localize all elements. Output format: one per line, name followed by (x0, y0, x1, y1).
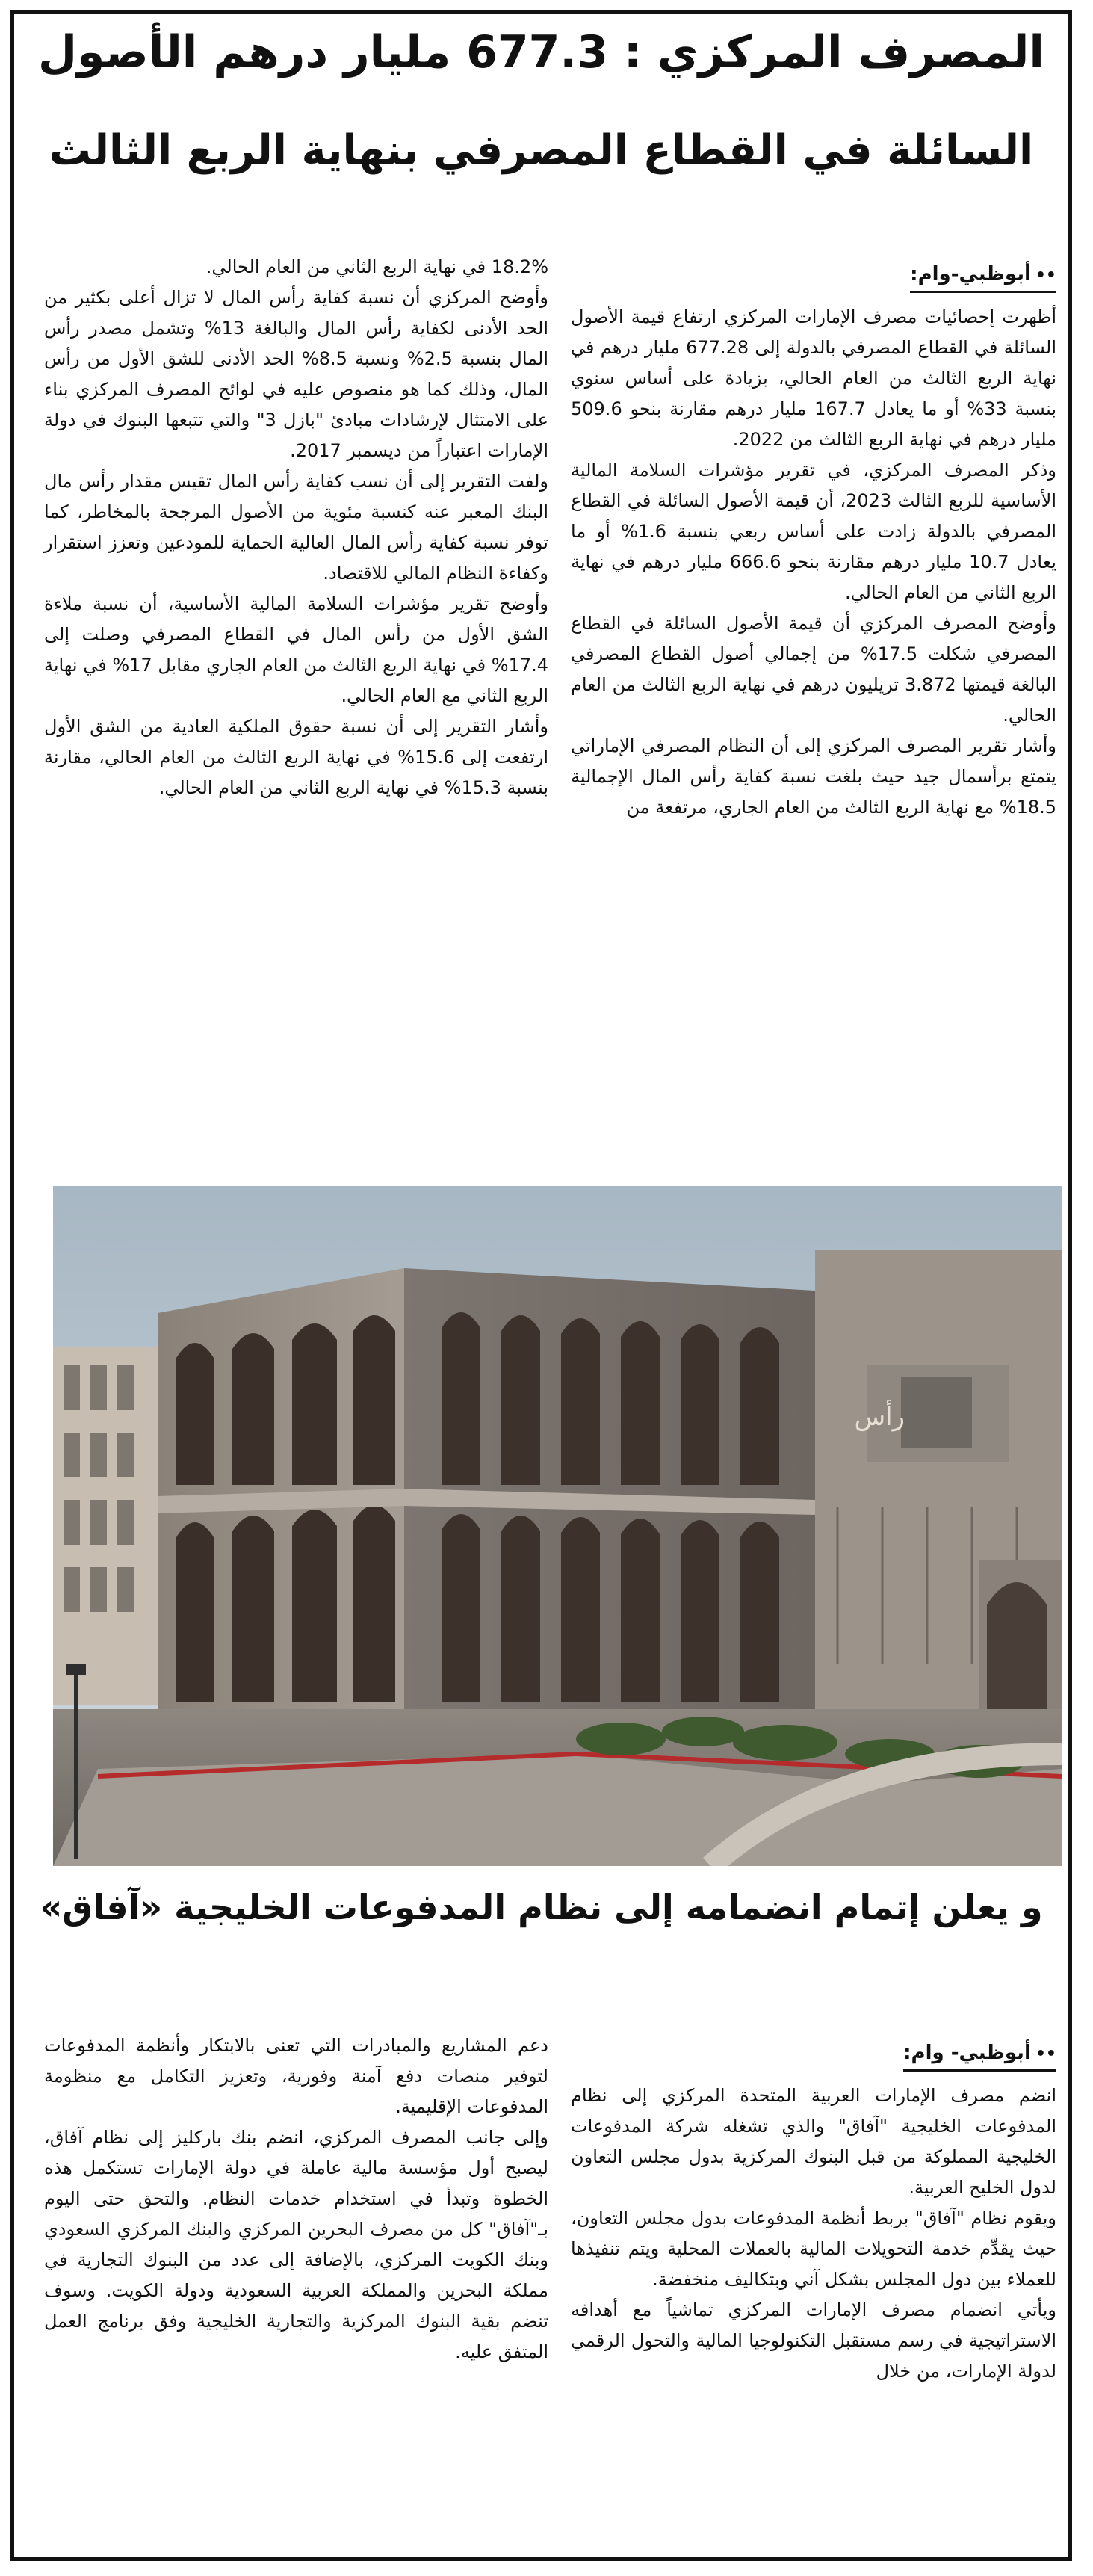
article1-headline-line2: السائلة في القطاع المصرفي بنهاية الربع الثالث (49, 126, 1034, 175)
article1-paragraph: وأشار تقرير المصرف المركزي إلى أن النظام المصرفي الإماراتي يتمتع برأسمال جيد حيث بلغت نسبة كفاية رأس المال الإجمالية 18.5% مع نهاية الربع الثالث من العام الجاري، مرتفعة من (571, 735, 1056, 818)
article1-paragraph: أظهرت إحصائيات مصرف الإمارات المركزي ارتفاع قيمة الأصول السائلة في القطاع المصرفي بالدولة إلى 677.28 مليار درهم في نهاية الربع الثالث من العام الحالي، بزيادة على أساس سنوي بنسبة 33% أو ما يعادل 167.7 مليار درهم مقارنة بنحو 509.6 مليار درهم في نهاية الربع الثالث من 2022. (571, 306, 1056, 450)
article2-column-left (44, 2030, 548, 2546)
article2-paragraph: ويأتي انضمام مصرف الإمارات المركزي تماشياً مع أهدافه الاستراتيجية في رسم مستقبل التكنولوجيا المالية والتحول الرقمي لدولة الإمارات، من خلال (571, 2299, 1056, 2382)
article1-paragraph: وأوضح المصرف المركزي أن قيمة الأصول السائلة في القطاع المصرفي شكلت 17.5% من إجمالي أصول القطاع المصرفي البالغة قيمتها 3.872 تريليون درهم في نهاية الربع الثالث من العام الحالي. (571, 613, 1056, 726)
central-bank-building-photo (53, 1186, 1062, 1866)
article1-paragraph: 18.2% في نهاية الربع الثاني من العام الحالي. (205, 256, 548, 277)
article2-column-right (571, 2038, 1056, 2546)
article2-paragraph: انضم مصرف الإمارات العربية المتحدة المركزي إلى نظام المدفوعات الخليجية "آفاق" والذي تشغله شركة المدفوعات الخليجية المملوكة من قبل البنوك المركزية بدول مجلس التعاون لدول الخليج العربية. (571, 2085, 1056, 2198)
article1-paragraph: وأوضح المركزي أن نسبة كفاية رأس المال لا تزال أعلى بكثير من الحد الأدنى لكفاية رأس المال والبالغة 13% وتشمل مصدر رأس المال بنسبة 2.5% ونسبة 8.5% الحد الأدنى للشق الأول من رأس المال، وذلك كما هو منصوص عليه في لوائح المصرف المركزي بناء على الامتثال لإرشادات مبادئ "بازل 3" والتي تتبعها البنوك في دولة الإمارات اعتباراً من ديسمبر 2017. (44, 287, 549, 461)
building-illustration (53, 1186, 1062, 1866)
article2-paragraph: ويقوم نظام "آفاق" بربط أنظمة المدفوعات بدول مجلس التعاون، حيث يقدِّم خدمة التحويلات المالية بالعملات المحلية ويتم تنفيذها للعملاء بين دول المجلس بشكل آني وبتكاليف منخفضة. (571, 2208, 1056, 2290)
newspaper-page (10, 10, 1072, 2561)
article1-headline-line1: المصرف المركزي : 677.3 مليار درهم الأصول (38, 26, 1044, 78)
article2-dateline-text: أبوظبي- وام: (903, 2042, 1031, 2064)
building-sign-text: رأس (854, 1402, 905, 1432)
article1-dateline: ••أبوظبي-وام: (910, 261, 1056, 293)
article1-paragraph: وأشار التقرير إلى أن نسبة حقوق الملكية العادية من الشق الأول ارتفعت إلى 15.6% في نهاية الربع الثالث من العام الحالي، مقارنة بنسبة 15.3% في نهاية الربع الثاني من العام الحالي. (44, 716, 548, 798)
article1-column-left (44, 252, 548, 1164)
article1-column-right (571, 259, 1056, 1164)
article2-paragraph: دعم المشاريع والمبادرات التي تعنى بالابتكار وأنظمة المدفوعات لتوفير منصات دفع آمنة وفورية، وتعزيز التكامل مع منظومة المدفوعات الإقليمية. (44, 2035, 548, 2117)
article1-paragraph: وأوضح تقرير مؤشرات السلامة المالية الأساسية، أن نسبة ملاءة الشق الأول من رأس المال في القطاع المصرفي وصلت إلى 17.4% في نهاية الربع الثالث من العام الجاري مقابل 17% في نهاية الربع الثاني مع العام الحالي. (44, 593, 549, 706)
article1-paragraph: وذكر المصرف المركزي، في تقرير مؤشرات السلامة المالية الأساسية للربع الثالث 2023، أن قيمة الأصول السائلة في القطاع المصرفي بالدولة زادت على أساس ربعي بنسبة 1.6% أو ما يعادل 10.7 مليار درهم مقارنة بنحو 666.6 مليار درهم في نهاية الربع الثاني من العام الحالي. (571, 460, 1057, 603)
article2-paragraph: وإلى جانب المصرف المركزي، انضم بنك باركليز إلى نظام آفاق، ليصبح أول مؤسسة مالية عاملة في دولة الإمارات تستكمل هذه الخطوة وتبدأ في استخدام خدمات النظام. والتحق حتى اليوم بـ"آفاق" كل من مصرف البحرين المركزي والبنك المركزي السعودي وبنك الكويت المركزي، بالإضافة إلى عدد من البنوك التجارية في مملكة البحرين والمملكة العربية السعودية ودولة الكويت. وسوف تنضم بقية البنوك المركزية والتجارية الخليجية وفق برنامج العمل المتفق عليه. (44, 2127, 548, 2362)
article2-dateline: ••أبوظبي- وام: (903, 2039, 1056, 2072)
article1-paragraph: ولفت التقرير إلى أن نسب كفاية رأس المال تقيس مقدار رأس مال البنك المعبر عنه كنسبة مئوية من الأصول المرجحة بالمخاطر، كما توفر نسبة كفاية رأس المال العالية الحماية للمودعين وتعزز استقرار وكفاءة النظام المالي للاقتصاد. (44, 471, 548, 584)
article1-dateline-text: أبوظبي-وام: (910, 263, 1031, 285)
article2-headline: و يعلن إتمام انضمامه إلى نظام المدفوعات الخليجية «آفاق» (40, 1887, 1043, 1927)
